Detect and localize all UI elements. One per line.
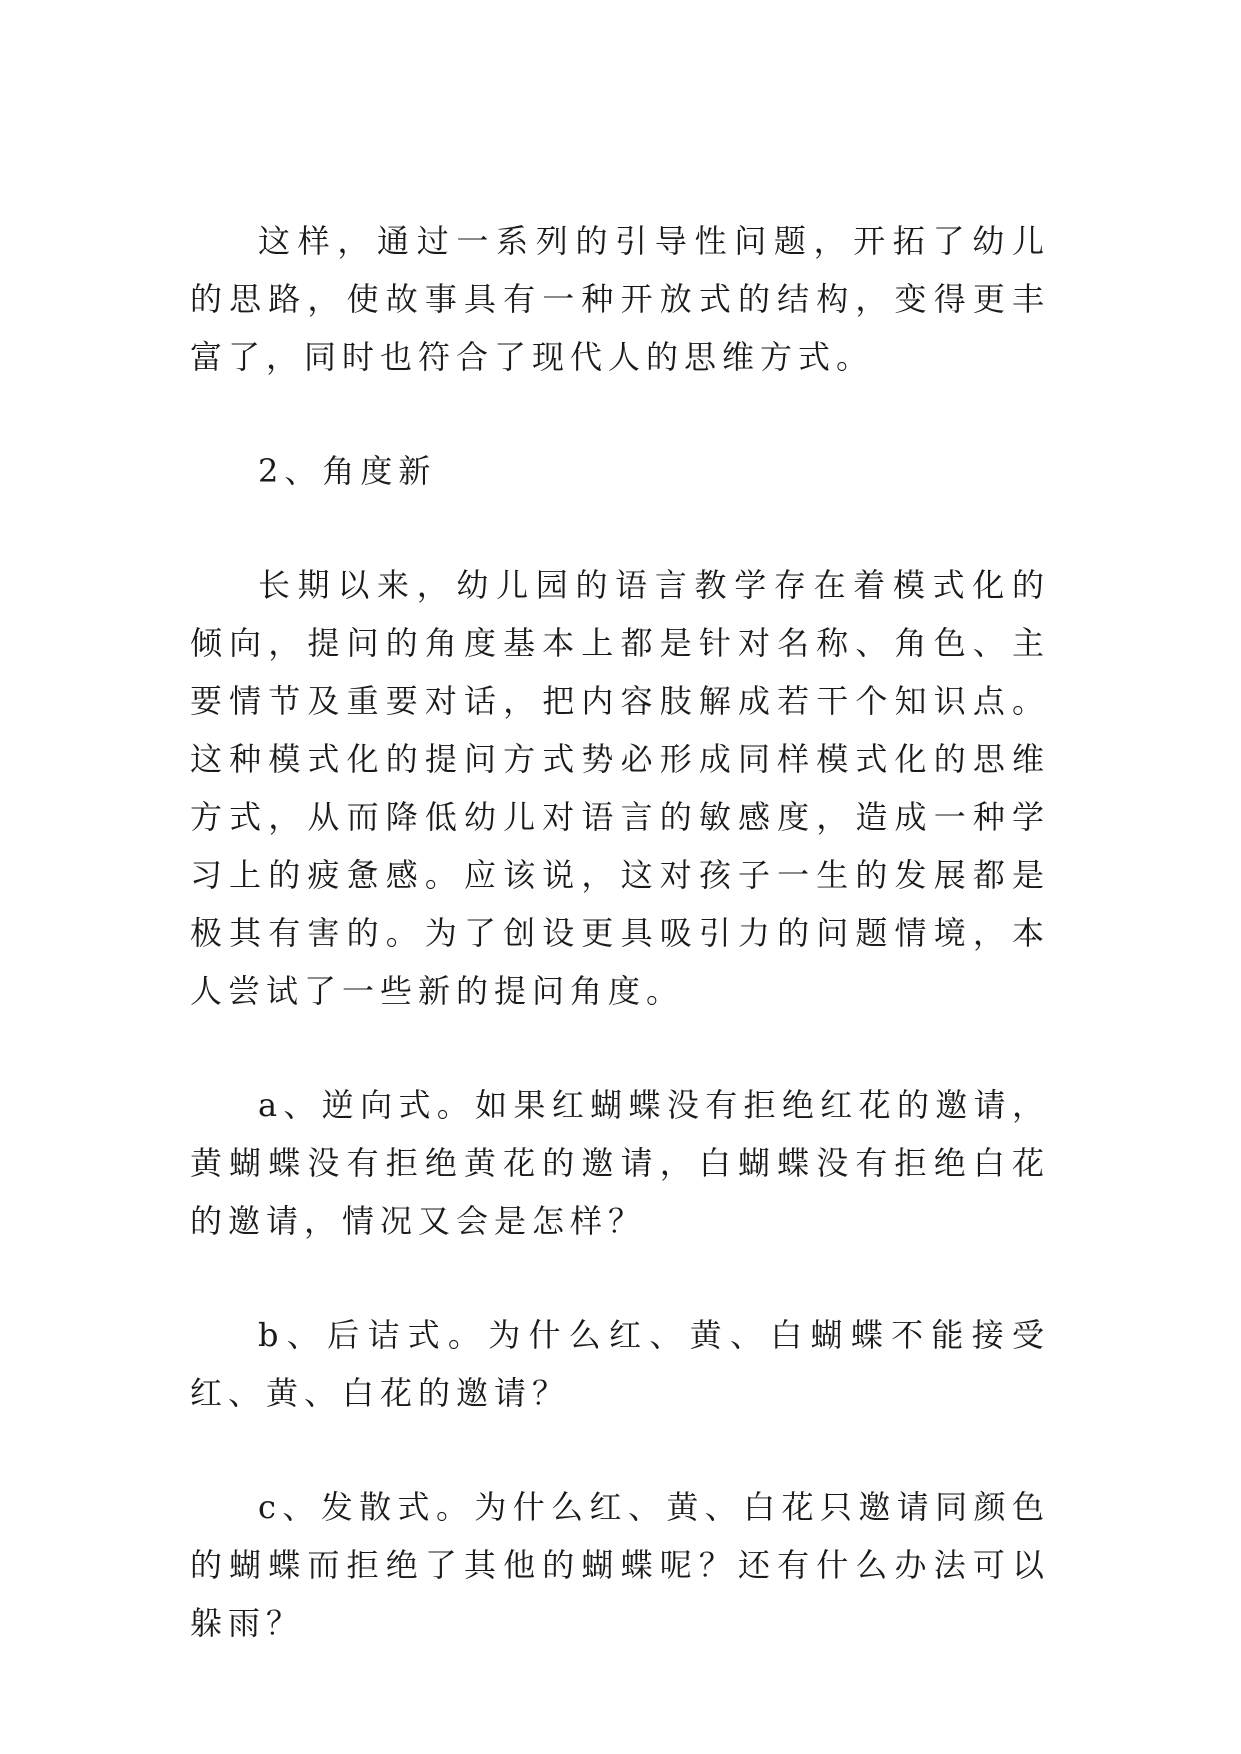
document-page [190, 212, 1050, 1652]
section-heading-new-angle: 2、角度新 [258, 452, 437, 490]
paragraph-guiding-questions: 这样，通过一系列的引导性问题，开拓了幼儿的思路，使故事具有一种开放式的结构，变得更丰富了，同时也符合了现代人的思维方式。 [190, 222, 1050, 376]
paragraph-divergent-style: c、发散式。为什么红、黄、白花只邀请同颜色的蝴蝶而拒绝了其他的蝴蝶呢？还有什么办法可以躲雨？ [190, 1488, 1050, 1642]
paragraph-long-term-teaching: 长期以来，幼儿园的语言教学存在着模式化的倾向，提问的角度基本上都是针对名称、角色、主要情节及重要对话，把内容肢解成若干个知识点。这种模式化的提问方式势必形成同样模式化的思维方式，从而降低幼儿对语言的敏感度，造成一种学习上的疲惫感。应该说，这对孩子一生的发展都是极其有害的。为了创设更具吸引力的问题情境，本人尝试了一些新的提问角度。 [190, 566, 1050, 1010]
paragraph-retrospective-style: b、后诘式。为什么红、黄、白蝴蝶不能接受红、黄、白花的邀请？ [190, 1316, 1050, 1412]
paragraph-reverse-style: a、逆向式。如果红蝴蝶没有拒绝红花的邀请，黄蝴蝶没有拒绝黄花的邀请，白蝴蝶没有拒绝白花的邀请，情况又会是怎样？ [190, 1086, 1050, 1240]
